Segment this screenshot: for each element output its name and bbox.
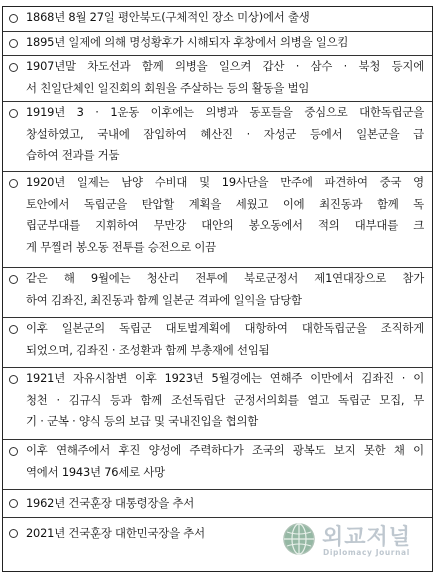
entry-text: 창설하였고, 국내에 잠입하여 혜산진 · 자성군 등에서 일본군을 급 [26,126,424,141]
timeline-entry [3,517,432,571]
circle-bullet-icon [9,39,18,48]
entry-text: 1895년 일제에 의해 명성황후가 시해되자 후창에서 의병을 일으킴 [26,35,349,49]
timeline-entry [3,31,432,55]
entry-text: 1919년 3 · 1운동 이후에는 의병과 동포들을 중심으로 대한독립군을 [26,105,424,119]
circle-bullet-icon [9,447,18,456]
timeline-entry [3,267,432,317]
circle-bullet-icon [9,325,18,334]
timeline-entry [3,171,432,267]
entry-text: 1920년 일제는 남양 수비대 및 19사단을 만주에 파견하여 중국 영 [26,175,424,189]
circle-bullet-icon [9,14,18,23]
entry-text: 기 · 군복 · 양식 등의 보급 및 국내진입을 협의함 [26,414,259,428]
entry-text: 이후 일본군의 독립군 대토벌계획에 대항하여 대한독립군을 조직하게 [26,321,424,335]
entry-text: 습하여 전과를 거둠 [26,148,120,162]
circle-bullet-icon [9,499,18,508]
entry-text: 토안에서 독립군을 탄압할 계획을 세웠고 이에 최진동과 함께 독 [26,196,424,211]
watermark-title: 외교저널 [322,525,412,550]
entry-text: 이후 연해주에서 후진 양성에 주력하다가 조국의 광복도 보지 못한 채 이 [26,443,424,457]
entry-text: 2021년 건국훈장 대한민국장을 추서 [26,526,205,540]
timeline-entry [3,439,432,489]
entry-text: 립군부대를 지휘하여 무만강 대안의 봉오동에서 적의 대부대를 크 [26,218,424,232]
entry-text: 역에서 1943년 76세로 사망 [26,464,165,479]
timeline-entry [3,317,432,367]
timeline-entry [3,101,432,171]
entry-text: 1962년 건국훈장 대통령장을 추서 [26,496,195,510]
entry-text: 게 무찔러 봉오동 전투를 승전으로 이끔 [26,239,216,254]
circle-bullet-icon [9,179,18,188]
circle-bullet-icon [9,529,18,538]
entry-text: 같은 해 9월에는 청산리 전투에 북로군정서 제1연대장으로 참가 [26,271,424,285]
circle-bullet-icon [9,109,18,118]
entry-text: 되었으며, 김좌진 · 조성환과 함께 부총재에 선임됨 [26,342,270,357]
circle-bullet-icon [9,63,18,72]
entry-text: 하여 김좌진, 최진동과 함께 일본군 격파에 일익을 담당함 [26,292,302,307]
entry-text: 서 친일단체인 일진회의 회원을 주살하는 등의 활동을 벌임 [26,80,310,95]
circle-bullet-icon [9,375,18,384]
timeline-entry [3,489,432,517]
timeline-entry [3,367,432,439]
circle-bullet-icon [9,275,18,284]
watermark-subtitle: Diplomacy Journal [323,548,410,557]
entry-text: 1907년말 차도선과 함께 의병을 일으켜 갑산 · 삼수 · 북청 등지에 [26,59,424,73]
biography-timeline-box [2,6,433,572]
timeline-entry [3,55,432,101]
entry-text: 청천 · 김규식 등과 함께 조선독립단 군정서의회를 열고 독립군 모집, 무 [26,392,424,407]
timeline-entry [3,7,432,31]
entry-text: 1868년 8월 27일 평안북도(구체적인 장소 미상)에서 출생 [26,10,310,24]
entry-text: 1921년 자유시참변 이후 1923년 5월경에는 연해주 이만에서 김좌진 · 이 [26,371,424,385]
